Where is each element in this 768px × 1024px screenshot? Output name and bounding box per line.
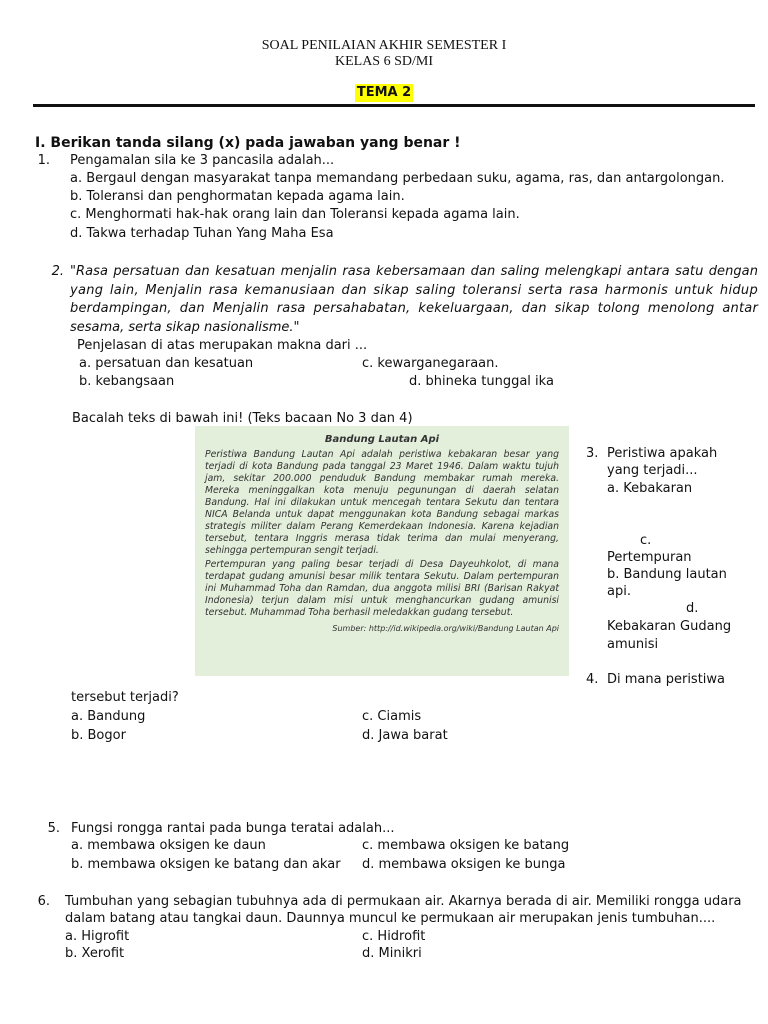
q5-text: Fungsi rongga rantai pada bunga teratai adalah... bbox=[71, 821, 395, 836]
header-divider bbox=[33, 104, 755, 107]
section-title: I. Berikan tanda silang (x) pada jawaban yang benar ! bbox=[35, 135, 461, 151]
q4-option-b: b. Bogor bbox=[71, 728, 126, 743]
q3-text-1: Peristiwa apakah bbox=[607, 446, 718, 461]
q5-option-a: a. membawa oksigen ke daun bbox=[71, 838, 266, 853]
q4-option-a: a. Bandung bbox=[71, 709, 146, 724]
q1-number: 1. bbox=[37, 153, 50, 168]
q5-number: 5. bbox=[47, 821, 60, 836]
q6-option-c: c. Hidrofit bbox=[362, 929, 426, 944]
q2-number: 2. bbox=[51, 264, 64, 279]
q5-option-d: d. membawa oksigen ke bunga bbox=[362, 857, 566, 872]
q3-option-b-cont: api. bbox=[607, 584, 631, 599]
q2-option-d: d. bhineka tunggal ika bbox=[409, 374, 554, 389]
q2-quote-line-4: sesama, serta sikap nasionalisme." bbox=[70, 320, 300, 335]
q2-option-c: c. kewarganegaraan. bbox=[362, 356, 499, 371]
q3-option-c-label: c. bbox=[640, 533, 652, 548]
q4-text-cont: tersebut terjadi? bbox=[71, 690, 179, 705]
passage-paragraph-1: Peristiwa Bandung Lautan Api adalah peristiwa kebakaran besar yang terjadi di kota Bandung pada tanggal 23 Maret 1946. Dalam waktu tujuh jam, sekitar 200.000 penduduk Bandung membakar rumah mereka. Mereka meninggalkan kota menuju pegunungan di daerah selatan Bandung. Hal ini dilakukan untuk mencegah tentara Sekutu dan tentara NICA Belanda untuk dapat menggunakan kota Bandung sebagai markas strategis militer dalam Perang Kemerdekaan Indonesia. Karena kejadian tersebut, tentara Inggris merasa tidak terima dan mulai menyerang, sehingga pertempuran sengit terjadi. bbox=[205, 449, 559, 556]
exam-title: SOAL PENILAIAN AKHIR SEMESTER I bbox=[261, 38, 507, 53]
passage-title: Bandung Lautan Api bbox=[324, 434, 440, 445]
q4-option-c: c. Ciamis bbox=[362, 709, 422, 724]
theme-label: TEMA 2 bbox=[356, 85, 412, 100]
q2-quote-line-2: yang lain, Menjalin rasa kemanusiaan dan sikap saling toleransi serta rasa harmonis untuk hidup bbox=[70, 283, 758, 298]
q2-option-a: a. persatuan dan kesatuan bbox=[79, 356, 254, 371]
q1-text: Pengamalan sila ke 3 pancasila adalah... bbox=[70, 153, 335, 168]
q1-option-a: a. Bergaul dengan masyarakat tanpa memandang perbedaan suku, agama, ras, dan antargolongan. bbox=[70, 171, 725, 186]
q1-option-c: c. Menghormati hak-hak orang lain dan Toleransi kepada agama lain. bbox=[70, 207, 520, 222]
q1-option-d: d. Takwa terhadap Tuhan Yang Maha Esa bbox=[70, 226, 334, 241]
q5-option-b: b. membawa oksigen ke batang dan akar bbox=[71, 857, 341, 872]
theme-heading bbox=[0, 84, 768, 102]
q5-option-c: c. membawa oksigen ke batang bbox=[362, 838, 570, 853]
q3-option-b: b. Bandung lautan bbox=[607, 567, 727, 582]
q2-option-b: b. kebangsaan bbox=[79, 374, 175, 389]
q1-option-b: b. Toleransi dan penghormatan kepada agama lain. bbox=[70, 189, 405, 204]
q6-option-a: a. Higrofit bbox=[65, 929, 130, 944]
passage-paragraph-2: Pertempuran yang paling besar terjadi di Desa Dayeuhkolot, di mana terdapat gudang amunisi besar milik tentara Sekutu. Dalam pertempuran ini Muhammad Toha dan Ramdan, dua anggota milisi BRI (Barisan Rakyat Indonesia) terjun dalam misi untuk menghancurkan gudang amunisi tersebut. Muhammad Toha berhasil meledakkan gudang tersebut. bbox=[205, 559, 559, 618]
q2-text: Penjelasan di atas merupakan makna dari ... bbox=[77, 338, 368, 353]
class-label: KELAS 6 SD/MI bbox=[334, 54, 433, 69]
q4-text: Di mana peristiwa bbox=[607, 672, 726, 687]
q2-quote-line-3: berdampingan, dan Menjalin rasa persahabatan, kekeluargaan, dan sikap tolong menolong antar bbox=[70, 301, 758, 316]
q6-text-line-2: dalam batang atau tangkai daun. Daunnya muncul ke permukaan air merupakan jenis tumbuhan.... bbox=[65, 911, 716, 926]
q3-number: 3. bbox=[586, 446, 599, 461]
reading-instruction: Bacalah teks di bawah ini! (Teks bacaan No 3 dan 4) bbox=[72, 411, 413, 426]
q6-option-b: b. Xerofit bbox=[65, 946, 125, 961]
q3-option-a: a. Kebakaran bbox=[607, 481, 693, 496]
q6-option-d: d. Minikri bbox=[362, 946, 422, 961]
q6-number: 6. bbox=[37, 894, 50, 909]
reading-passage bbox=[195, 426, 569, 676]
passage-source: Sumber: http://id.wikipedia.org/wiki/Bandung Lautan Api bbox=[332, 624, 559, 633]
q3-option-d: Kebakaran Gudang bbox=[607, 619, 732, 634]
q3-text-2: yang terjadi... bbox=[607, 463, 698, 478]
q3-option-d-cont: amunisi bbox=[607, 637, 659, 652]
q4-number: 4. bbox=[586, 672, 599, 687]
q3-option-c: Pertempuran bbox=[607, 550, 692, 565]
q3-option-d-label: d. bbox=[686, 601, 699, 616]
q2-quote-line-1: "Rasa persatuan dan kesatuan menjalin rasa kebersamaan dan saling melengkapi antara satu dengan bbox=[70, 264, 758, 279]
q6-text-line-1: Tumbuhan yang sebagian tubuhnya ada di permukaan air. Akarnya berada di air. Memiliki rongga udara bbox=[65, 894, 742, 909]
q4-option-d: d. Jawa barat bbox=[362, 728, 448, 743]
